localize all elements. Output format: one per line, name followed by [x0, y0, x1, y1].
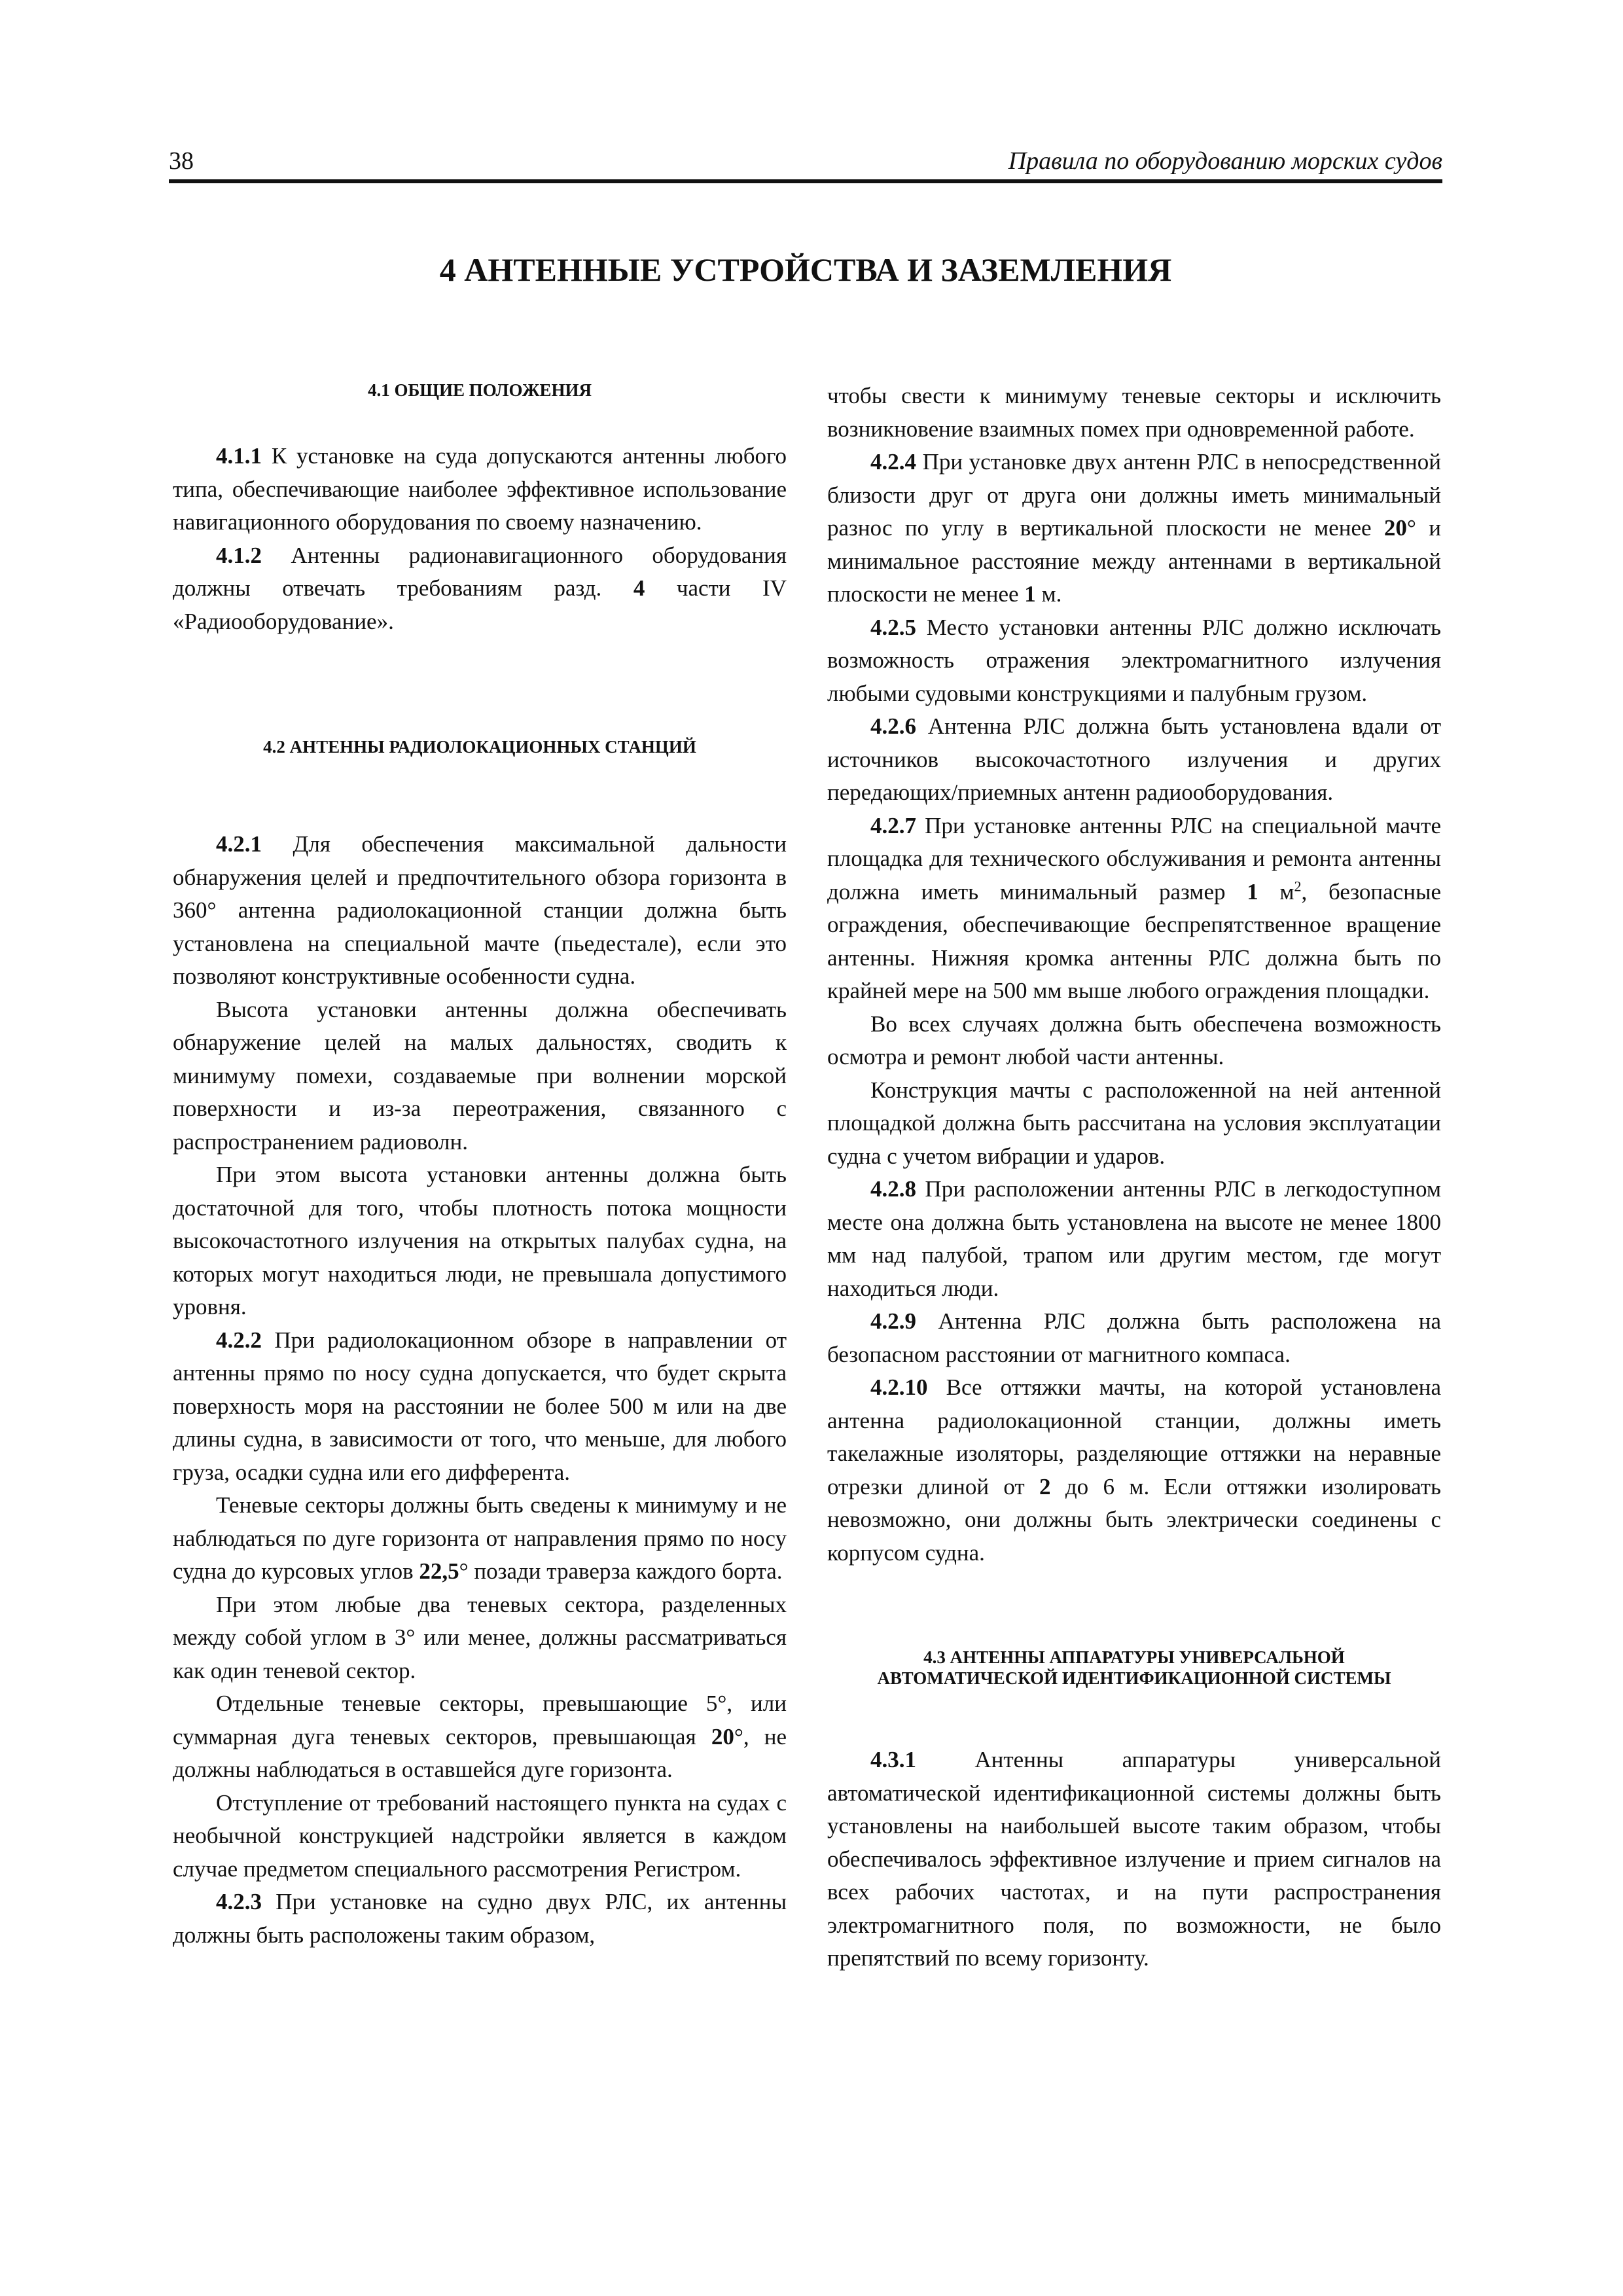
- paragraph-text: Отдельные теневые секторы, превышающие 5°, или суммарная дуга теневых секторов, превышающая: [173, 1691, 787, 1749]
- clause-number: 4.2.10: [870, 1374, 928, 1400]
- paragraph-4-2-1-b: Высота установки антенны должна обеспечивать обнаружение целей на малых дальностях, сводить к минимуму помехи, создаваемые при волнении морской поверхности и из-за переотражения, связанного с распространением радиоволн.: [173, 996, 787, 1155]
- paragraph-text: Теневые секторы должны быть сведены к минимуму и не наблюдаться по дуге горизонта от направления прямо по носу судна до курсовых углов: [173, 1492, 787, 1584]
- clause-number: 4.2.5: [870, 614, 916, 640]
- section-title-4-1: 4.1 ОБЩИЕ ПОЛОЖЕНИЯ: [367, 380, 592, 400]
- paragraph-4-2-3-continued: чтобы свести к минимуму теневые секторы и исключить возникновение взаимных помех при одновременной работе.: [827, 383, 1441, 442]
- paragraph-4-2-4: [827, 446, 1441, 611]
- paragraph-text: Антенна РЛС должна быть расположена на безопасном расстоянии от магнитного компаса.: [827, 1308, 1441, 1367]
- paragraph-text: При установке двух антенн РЛС в непосредственной близости друг от друга они должны иметь минимальный разнос по углу в вертикальной плоскости не менее: [827, 449, 1441, 541]
- clause-number: 4.2.8: [870, 1176, 916, 1202]
- clause-number: 4.2.6: [870, 713, 916, 739]
- paragraph-text: Для обеспечения максимальной дальности обнаружения целей и предпочтительного обзора горизонта в 360° антенна радиолокационной станции должна быть установлена на специальной мачте (пьедестале), если это позволяют конструктивные особенности судна.: [173, 831, 787, 989]
- section-title-4-2: 4.2 АНТЕННЫ РАДИОЛОКАЦИОННЫХ СТАНЦИЙ: [263, 737, 696, 757]
- right-column: [827, 380, 1441, 1975]
- bold-value: 2: [1039, 1473, 1051, 1499]
- paragraph-4-2-5: [827, 611, 1441, 711]
- paragraph-4-2-2: [173, 1324, 787, 1490]
- paragraph-4-2-7: [827, 810, 1441, 1008]
- clause-number: 4.2.7: [870, 812, 916, 838]
- paragraph-text: до 6 м. Если оттяжки изолировать невозможно, они должны быть электрически соединены с корпусом судна.: [827, 1473, 1441, 1566]
- paragraph-4-2-1: [173, 828, 787, 994]
- section-title-4-3: 4.3 АНТЕННЫ АППАРАТУРЫ УНИВЕРСАЛЬНОЙ АВТОМАТИЧЕСКОЙ ИДЕНТИФИКАЦИОННОЙ СИСТЕМЫ: [877, 1647, 1391, 1688]
- paragraph-4-2-2-e: Отступление от требований настоящего пункта на судах с необычной конструкцией надстройки является в каждом случае предметом специального рассмотрения Регистром.: [173, 1789, 787, 1882]
- paragraph-4-1-2: [173, 539, 787, 639]
- bold-value: 22,5: [419, 1558, 459, 1584]
- paragraph-text: К установке на суда допускаются антенны любого типа, обеспечивающие наиболее эффективное использование навигационного оборудования по своему назначению.: [173, 443, 787, 535]
- paragraph-4-2-9: [827, 1305, 1441, 1371]
- paragraph-4-2-2-b: [173, 1489, 787, 1588]
- paragraph-4-2-7-b: Во всех случаях должна быть обеспечена возможность осмотра и ремонт любой части антенны.: [827, 1011, 1441, 1069]
- paragraph-text: Антенна РЛС должна быть установлена вдали от источников высокочастотного излучения и других передающих/приемных антенн радиооборудования.: [827, 713, 1441, 805]
- clause-number: 4.2.4: [870, 449, 916, 475]
- paragraph-4-2-2-c: При этом любые два теневых сектора, разделенных между собой углом в 3° или менее, должны рассматриваться как один теневой сектор.: [173, 1591, 787, 1683]
- paragraph-text: При радиолокационном обзоре в направлении от антенны прямо по носу судна допускается, что будет скрыта поверхность моря на расстоянии не более 500 м или на две длины судна, в зависимости от того, что меньше, для любого груза, осадки судна или его дифферента.: [173, 1327, 787, 1485]
- left-column: [173, 380, 787, 1952]
- chapter-title: 4 АНТЕННЫЕ УСТРОЙСТВА И ЗАЗЕМЛЕНИЯ: [439, 251, 1172, 288]
- bold-value: 1: [1247, 878, 1258, 905]
- paragraph-text: части IV «Радиооборудование».: [173, 575, 787, 634]
- paragraph-text: При установке антенны РЛС на специальной мачте площадка для технического обслуживания и ремонта антенны должна иметь минимальный размер: [827, 812, 1441, 905]
- clause-number: 4.2.3: [216, 1889, 262, 1914]
- paragraph-text: ° позади траверза каждого борта.: [459, 1558, 783, 1584]
- clause-number: 4.2.1: [216, 831, 262, 857]
- paragraph-4-1-1: [173, 440, 787, 539]
- clause-number: 4.3.1: [870, 1747, 916, 1772]
- paragraph-text: При установке на судно двух РЛС, их антенны должны быть расположены таким образом,: [173, 1889, 787, 1948]
- bold-value: 1: [1024, 581, 1036, 607]
- unit: м: [1258, 878, 1294, 905]
- paragraph-text: м.: [1035, 581, 1062, 607]
- paragraph-4-2-1-c: При этом высота установки антенны должна быть достаточной для того, чтобы плотность потока мощности высокочастотного излучения на открытых палубах судна, на которых могут находиться люди, не превышала допустимого уровня.: [173, 1162, 787, 1319]
- paragraph-4-2-8: [827, 1173, 1441, 1305]
- paragraph-text: Все оттяжки мачты, на которой установлена антенна радиолокационной станции, должны иметь такелажные изоляторы, разделяющие оттяжки на неравные отрезки длиной от: [827, 1374, 1441, 1499]
- paragraph-text: При расположении антенны РЛС в легкодоступном месте она должна быть установлена на высоте не менее 1800 мм над палубой, трапом или другим местом, где могут находиться люди.: [827, 1176, 1441, 1301]
- clause-number: 4.1.2: [216, 542, 262, 568]
- paragraph-4-2-7-c: Конструкция мачты с расположенной на ней антенной площадкой должна быть рассчитана на условия эксплуатации судна с учетом вибрации и ударов.: [827, 1077, 1441, 1169]
- bold-value: 20: [1383, 515, 1407, 541]
- bold-reference: 4: [633, 575, 645, 601]
- paragraph-text: , безопасные ограждения, обеспечивающие беспрепятственное вращение антенны. Нижняя кромка антенны РЛС должна быть по крайней мере на 500 мм выше любого ограждения площадки.: [827, 878, 1441, 1003]
- paragraph-4-2-3: [173, 1886, 787, 1952]
- clause-number: 4.2.9: [870, 1308, 916, 1334]
- bold-value: 20: [711, 1723, 734, 1749]
- superscript: 2: [1294, 877, 1302, 894]
- paragraph-4-3-1: [827, 1744, 1441, 1975]
- paragraph-text: Место установки антенны РЛС должно исключать возможность отражения электромагнитного излучения любыми судовыми конструкциями и палубным грузом.: [827, 614, 1441, 706]
- paragraph-4-2-10: [827, 1371, 1441, 1570]
- paragraph-text: °, не должны наблюдаться в оставшейся дуге горизонта.: [173, 1723, 787, 1782]
- paragraph-text: ° и минимальное расстояние между антеннами в вертикальной плоскости не менее: [827, 515, 1442, 607]
- paragraph-4-2-6: [827, 710, 1441, 810]
- clause-number: 4.2.2: [216, 1327, 262, 1353]
- paragraph-4-2-2-d: [173, 1687, 787, 1787]
- page-number: 38: [169, 147, 194, 175]
- clause-number: 4.1.1: [216, 443, 262, 469]
- running-title: Правила по оборудованию морских судов: [1008, 147, 1442, 175]
- paragraph-text: Антенны радионавигационного оборудования должны отвечать требованиям разд.: [173, 542, 787, 601]
- page-header: [169, 145, 1442, 183]
- paragraph-text: Антенны аппаратуры универсальной автоматической идентификационной системы должны быть установлены на наибольшей высоте таким образом, чтобы обеспечивалось эффективное излучение и прием сигналов на всех рабочих частотах, и на пути распространения электромагнитного поля, по возможности, не было препятствий по всему горизонту.: [827, 1747, 1441, 1971]
